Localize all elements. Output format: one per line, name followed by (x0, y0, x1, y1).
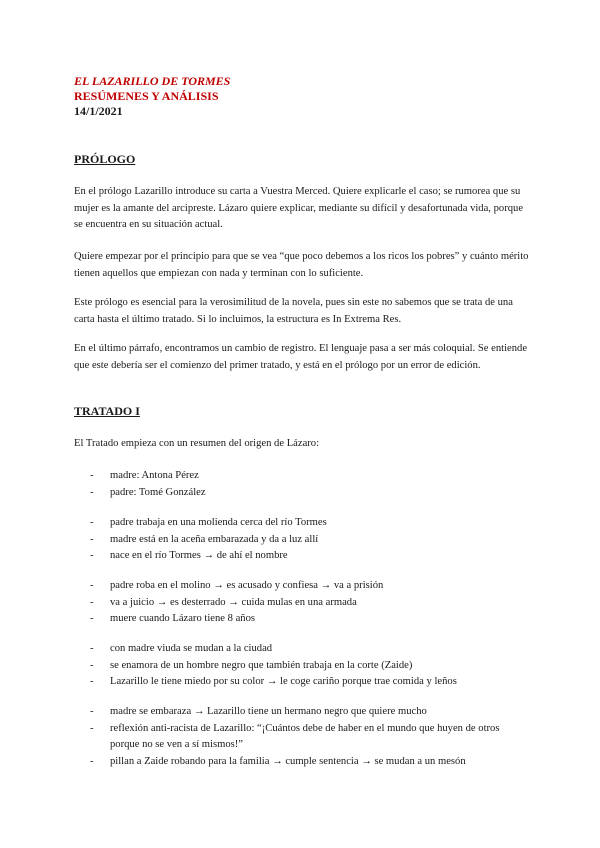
document-subtitle: RESÚMENES Y ANÁLISIS (74, 89, 219, 103)
list-item: - con madre viuda se mudan a la ciudad (90, 641, 457, 658)
prologo-heading: PRÓLOGO (74, 152, 136, 166)
document-header (74, 74, 230, 119)
tratado1-heading: TRATADO I (74, 404, 140, 418)
origin-list-mother (90, 641, 457, 691)
list-item: - madre: Antona Pérez (90, 468, 206, 485)
list-item: - padre: Tomé González (90, 485, 206, 502)
list-item: - Lazarillo le tiene miedo por su color → le coge cariño porque trae comida y leños (90, 674, 457, 691)
list-item: - reflexión anti-racista de Lazarillo: “¡Cuántos debe de haber en el mundo que huyen de otros (90, 721, 499, 738)
list-item-continuation: porque no se ven a sí mismos!” (110, 739, 243, 750)
document-title: EL LAZARILLO DE TORMES (74, 74, 231, 88)
tratado1-intro: El Tratado empieza con un resumen del origen de Lázaro: (74, 438, 320, 449)
prologo-paragraph-1: En el prólogo Lazarillo introduce su carta a Vuestra Merced. Quiere explicarle el caso; se rumorea que su mujer es la amante del arcipreste. Lázaro quiere explicar, mediante su difícil y desafortunada vida, porque se encuentra en su situación actual. (74, 186, 524, 231)
list-item: - madre está en la aceña embarazada y da a luz allí (90, 532, 327, 549)
origin-list-zaide (90, 704, 499, 770)
list-item: - padre roba en el molino → es acusado y confiesa → va a prisión (90, 578, 383, 595)
list-item: - muere cuando Lázaro tiene 8 años (90, 611, 383, 628)
origin-list-birth (90, 515, 327, 565)
prologo-paragraph-3: Este prólogo es esencial para la verosimilitud de la novela, pues sin este no sabemos que se trata de una carta hasta el último tratado. Si lo incluimos, la estructura es In Extrema Res. (74, 297, 513, 325)
list-item: - pillan a Zaide robando para la familia → cumple sentencia → se mudan a un mesón (90, 754, 499, 771)
list-item: - va a juicio → es desterrado → cuida mulas en una armada (90, 595, 383, 612)
list-item: - madre se embaraza → Lazarillo tiene un hermano negro que quiere mucho (90, 704, 499, 721)
document-date: 14/1/2021 (74, 104, 123, 118)
list-item: - nace en el río Tormes → de ahí el nombre (90, 548, 327, 565)
list-item: - se enamora de un hombre negro que también trabaja en la corte (Zaide) (90, 658, 457, 675)
list-item: - padre trabaja en una molienda cerca del río Tormes (90, 515, 327, 532)
prologo-paragraph-2: Quiere empezar por el principio para que se vea “que poco debemos a los ricos los pobres” y cuánto mérito tienen aquellos que empiezan con nada y terminan con lo suficiente. (74, 251, 529, 279)
origin-list-parents (90, 468, 206, 501)
origin-list-father (90, 578, 383, 628)
prologo-paragraph-4: En el último párrafo, encontramos un cambio de registro. El lenguaje pasa a ser más coloquial. Se entiende que este debería ser el comienzo del primer tratado, y está en el prólogo por un error de edición. (74, 343, 528, 371)
